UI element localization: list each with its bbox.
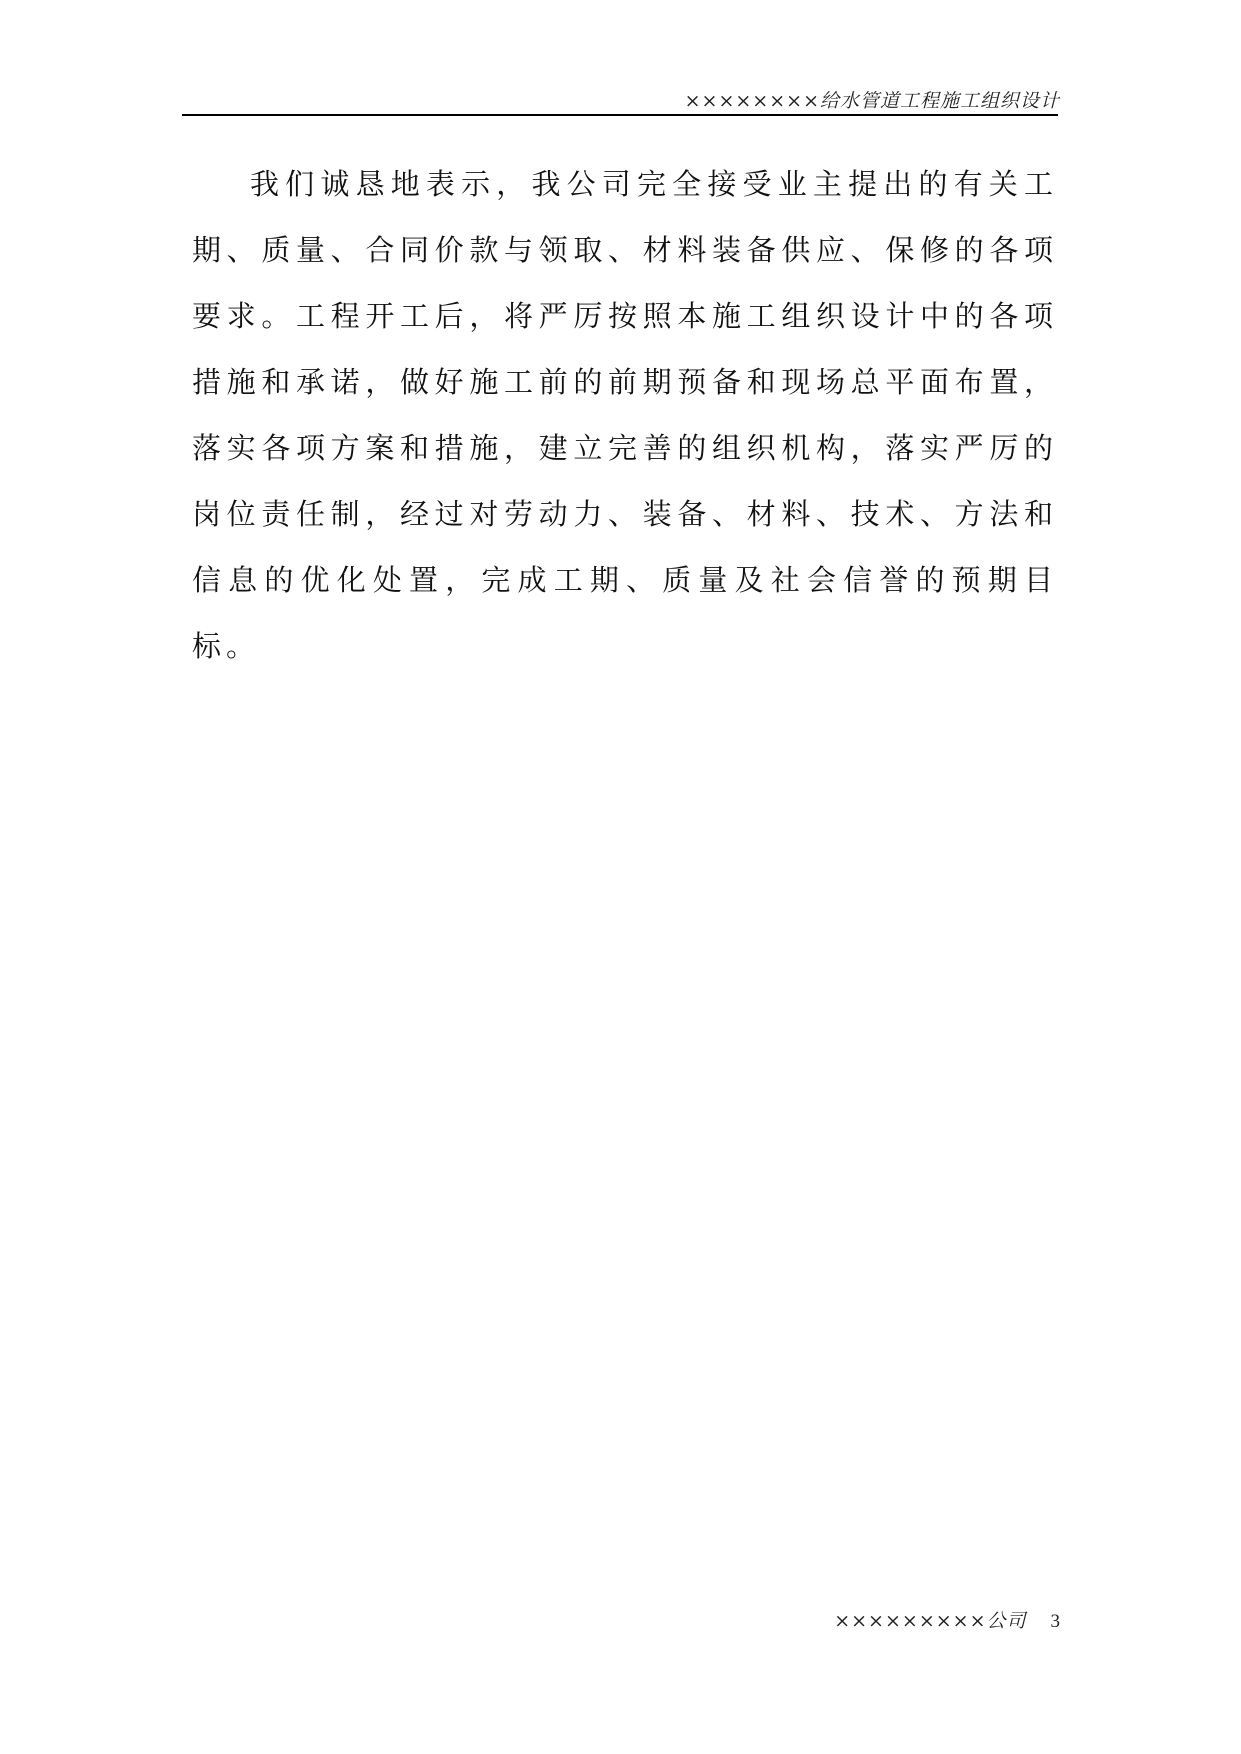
footer-company: ×××××××××公司 [834,1610,1027,1632]
header-divider [182,114,1058,116]
body-paragraph: 我们诚恳地表示，我公司完全接受业主提出的有关工期、质量、合同价款与领取、材料装备供应、保修的各项要求。工程开工后，将严厉按照本施工组织设计中的各项措施和承诺，做好施工前的前期预备和现场总平面布置，落实各项方案和措施，建立完善的组织机构，落实严厉的岗位责任制，经过对劳动力、装备、材料、技术、方法和信息的优化处置，完成工期、质量及社会信誉的预期目标。 [192,167,1058,663]
running-header: ××××××××给水管道工程施工组织设计 [684,90,1060,112]
page-footer [834,1606,1060,1633]
page-number: 3 [1050,1611,1060,1632]
